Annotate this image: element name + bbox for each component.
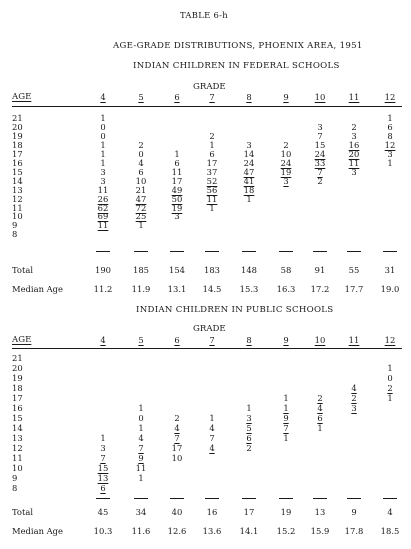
grade-column-header: 9 [283, 92, 289, 102]
median-age-value: 17.2 [310, 284, 330, 294]
median-age-value: 19.0 [380, 284, 400, 294]
age-label: 8 [12, 483, 18, 493]
total-value: 183 [204, 265, 220, 275]
table-cell: 7 [100, 453, 106, 463]
median-age-value: 13.1 [167, 284, 187, 294]
table-cell: 8 [387, 130, 393, 141]
table-cell: 11 [97, 184, 109, 195]
table-cell: 1 [283, 433, 289, 443]
age-label: 12 [12, 443, 23, 453]
table-cell: 0 [138, 148, 144, 159]
table-cell: 7 [174, 433, 180, 443]
total-value: 16 [206, 507, 218, 517]
table-cell: 11 [135, 463, 147, 473]
total-separator-dash [170, 251, 184, 252]
total-value: 17 [243, 507, 255, 517]
grade-header: GRADE [193, 82, 226, 92]
age-label: 16 [12, 403, 23, 413]
total-value: 4 [387, 507, 393, 517]
table-cell: 10 [280, 148, 292, 159]
median-age-label: Median Age [12, 526, 63, 536]
header-rule [12, 106, 402, 107]
total-value: 31 [384, 265, 396, 275]
section-title: INDIAN CHILDREN IN FEDERAL SCHOOLS [133, 61, 340, 71]
total-label: Total [12, 265, 34, 275]
median-age-value: 14.1 [239, 526, 259, 536]
age-label: 9 [12, 473, 18, 483]
table-cell: 18 [243, 184, 255, 195]
age-label: 15 [12, 413, 23, 423]
age-header: AGE [12, 335, 32, 345]
total-separator-dash [96, 251, 110, 252]
table-cell: 7 [317, 166, 323, 177]
total-label: Total [12, 507, 34, 517]
table-cell: 14 [243, 148, 255, 159]
age-header: AGE [12, 92, 32, 102]
table-cell: 7 [209, 433, 215, 443]
table-cell: 49 [171, 184, 183, 195]
table-cell: 62 [97, 202, 109, 213]
median-age-value: 11.9 [131, 284, 151, 294]
table-cell: 3 [246, 139, 252, 150]
table-cell: 15 [97, 463, 109, 473]
table-cell: 0 [138, 413, 144, 423]
total-separator-dash [134, 251, 148, 252]
median-age-value: 15.2 [276, 526, 296, 536]
table-cell: 1 [100, 113, 106, 123]
table-cell: 10 [135, 175, 147, 186]
table-cell: 4 [351, 383, 357, 393]
table-cell: 1 [317, 423, 323, 433]
total-separator-dash [205, 251, 219, 252]
table-cell: 1 [209, 139, 215, 150]
grade-column-header: 11 [348, 92, 360, 102]
table-cell: 11 [348, 157, 360, 168]
table-cell: 6 [138, 166, 144, 177]
table-cell: 7 [283, 423, 289, 433]
table-cell: 6 [317, 413, 323, 423]
median-age-value: 15.9 [310, 526, 330, 536]
age-label: 11 [12, 202, 23, 213]
age-label: 18 [12, 383, 23, 393]
table-cell: 11 [206, 193, 218, 204]
table-cell: 3 [100, 443, 106, 453]
table-cell: 11 [171, 166, 183, 177]
table-cell: 50 [171, 193, 183, 204]
table-cell: 3 [174, 211, 180, 222]
table-cell: 47 [243, 166, 255, 177]
table-cell: 1 [387, 113, 393, 123]
age-label: 20 [12, 363, 23, 373]
table-cell: 13 [97, 473, 109, 483]
table-cell: 6 [246, 433, 252, 443]
median-age-value: 17.8 [344, 526, 364, 536]
table-cell: 2 [138, 139, 144, 150]
table-cell: 1 [138, 423, 144, 433]
median-age-value: 12.6 [167, 526, 187, 536]
age-label: 21 [12, 353, 23, 363]
table-cell: 1 [100, 139, 106, 150]
table-cell: 2 [283, 139, 289, 150]
total-value: 55 [348, 265, 360, 275]
table-cell: 17 [171, 443, 183, 453]
table-cell: 25 [135, 211, 147, 222]
table-cell: 2 [317, 175, 323, 186]
table-cell: 4 [174, 423, 180, 433]
table-cell: 2 [351, 393, 357, 403]
grade-column-header: 5 [138, 92, 144, 102]
table-cell: 1 [100, 148, 106, 159]
table-cell: 1 [387, 157, 393, 168]
table-cell: 1 [174, 148, 180, 159]
table-cell: 10 [171, 453, 183, 463]
table-cell: 1 [138, 220, 144, 231]
table-cell: 0 [387, 373, 393, 383]
median-age-value: 17.7 [344, 284, 364, 294]
table-cell: 41 [243, 175, 255, 186]
age-label: 11 [12, 453, 23, 463]
total-separator-dash [279, 498, 293, 499]
age-label: 20 [12, 121, 23, 132]
total-value: 190 [95, 265, 111, 275]
table-cell: 24 [280, 157, 292, 168]
age-label: 19 [12, 130, 23, 141]
table-cell: 1 [246, 403, 252, 413]
section-title: INDIAN CHILDREN IN PUBLIC SCHOOLS [136, 305, 334, 315]
table-cell: 2 [209, 130, 215, 141]
total-value: 91 [314, 265, 326, 275]
grade-column-header: 4 [100, 92, 106, 102]
table-cell: 3 [317, 121, 323, 132]
total-separator-dash [242, 498, 256, 499]
age-label: 17 [12, 148, 23, 159]
table-label: TABLE 6-h [180, 10, 228, 20]
table-cell: 1 [100, 157, 106, 168]
age-label: 13 [12, 433, 23, 443]
age-label: 14 [12, 175, 23, 186]
total-separator-dash [383, 498, 397, 499]
table-cell: 1 [387, 363, 393, 373]
median-age-value: 15.3 [239, 284, 259, 294]
table-cell: 20 [348, 148, 360, 159]
table-cell: 33 [314, 157, 326, 168]
table-cell: 3 [351, 403, 357, 413]
total-separator-dash [279, 251, 293, 252]
table-cell: 4 [209, 443, 215, 453]
age-label: 15 [12, 166, 23, 177]
table-cell: 17 [171, 175, 183, 186]
age-label: 10 [12, 463, 23, 473]
total-separator-dash [313, 251, 327, 252]
age-label: 16 [12, 157, 23, 168]
grade-column-header: 12 [384, 92, 396, 102]
age-label: 21 [12, 113, 23, 123]
total-separator-dash [313, 498, 327, 499]
grade-column-header: 6 [174, 335, 180, 345]
table-cell: 2 [351, 121, 357, 132]
table-cell: 4 [209, 423, 215, 433]
age-label: 10 [12, 211, 23, 222]
table-cell: 6 [209, 148, 215, 159]
table-cell: 69 [97, 211, 109, 222]
grade-column-header: 11 [348, 335, 360, 345]
total-value: 148 [241, 265, 257, 275]
median-age-value: 14.5 [202, 284, 222, 294]
table-cell: 16 [348, 139, 360, 150]
grade-header: GRADE [193, 324, 226, 334]
table-cell: 1 [138, 403, 144, 413]
table-cell: 2 [174, 413, 180, 423]
table-cell: 24 [243, 157, 255, 168]
table-cell: 3 [100, 175, 106, 186]
table-cell: 24 [314, 148, 326, 159]
table-cell: 0 [100, 130, 106, 141]
table-cell: 1 [246, 193, 252, 204]
grade-column-header: 10 [314, 92, 326, 102]
grade-column-header: 12 [384, 335, 396, 345]
age-label: 14 [12, 423, 23, 433]
median-age-value: 11.2 [93, 284, 113, 294]
table-cell: 17 [206, 157, 218, 168]
table-cell: 47 [135, 193, 147, 204]
total-value: 154 [169, 265, 185, 275]
total-separator-dash [170, 498, 184, 499]
table-cell: 1 [283, 403, 289, 413]
table-cell: 7 [317, 130, 323, 141]
age-label: 17 [12, 393, 23, 403]
table-cell: 37 [206, 166, 218, 177]
table-cell: 1 [138, 473, 144, 483]
total-separator-dash [205, 498, 219, 499]
total-value: 19 [280, 507, 292, 517]
table-cell: 52 [206, 175, 218, 186]
total-value: 45 [97, 507, 109, 517]
age-label: 12 [12, 193, 23, 204]
age-label: 8 [12, 229, 18, 240]
table-cell: 3 [100, 166, 106, 177]
table-cell: 11 [97, 220, 109, 231]
grade-column-header: 10 [314, 335, 326, 345]
table-cell: 3 [351, 166, 357, 177]
total-value: 34 [135, 507, 147, 517]
table-cell: 4 [138, 433, 144, 443]
table-cell: 3 [283, 175, 289, 186]
median-age-label: Median Age [12, 284, 63, 294]
table-cell: 6 [387, 121, 393, 132]
main-title: AGE-GRADE DISTRIBUTIONS, PHOENIX AREA, 1951 [113, 41, 363, 51]
table-cell: 56 [206, 184, 218, 195]
total-separator-dash [347, 498, 361, 499]
table-cell: 1 [209, 413, 215, 423]
age-label: 18 [12, 139, 23, 150]
table-cell: 15 [314, 139, 326, 150]
total-separator-dash [347, 251, 361, 252]
grade-column-header: 9 [283, 335, 289, 345]
table-cell: 72 [135, 202, 147, 213]
table-cell: 12 [384, 139, 396, 150]
total-separator-dash [242, 251, 256, 252]
grade-column-header: 7 [209, 92, 215, 102]
median-age-value: 16.3 [276, 284, 296, 294]
table-cell: 6 [100, 483, 106, 493]
age-label: 13 [12, 184, 23, 195]
table-cell: 26 [97, 193, 109, 204]
table-cell: 0 [100, 121, 106, 132]
table-cell: 3 [387, 148, 393, 159]
table-cell: 3 [351, 130, 357, 141]
table-cell: 2 [317, 393, 323, 403]
grade-column-header: 5 [138, 335, 144, 345]
median-age-value: 10.3 [93, 526, 113, 536]
table-cell: 7 [138, 443, 144, 453]
age-label: 19 [12, 373, 23, 383]
median-age-value: 11.6 [131, 526, 151, 536]
table-cell: 2 [246, 443, 252, 453]
table-cell: 6 [174, 157, 180, 168]
total-value: 58 [280, 265, 292, 275]
table-cell: 3 [246, 413, 252, 423]
table-cell: 1 [387, 393, 393, 403]
table-cell: 1 [283, 393, 289, 403]
total-separator-dash [383, 251, 397, 252]
total-separator-dash [134, 498, 148, 499]
table-cell: 19 [280, 166, 292, 177]
total-value: 13 [314, 507, 326, 517]
table-cell: 4 [317, 403, 323, 413]
grade-column-header: 8 [246, 92, 252, 102]
median-age-value: 18.5 [380, 526, 400, 536]
age-label: 9 [12, 220, 18, 231]
table-cell: 9 [138, 453, 144, 463]
table-cell: 9 [283, 413, 289, 423]
grade-column-header: 6 [174, 92, 180, 102]
header-rule [12, 348, 402, 349]
total-separator-dash [96, 498, 110, 499]
table-cell: 5 [246, 423, 252, 433]
total-value: 185 [133, 265, 149, 275]
table-cell: 21 [135, 184, 147, 195]
grade-column-header: 8 [246, 335, 252, 345]
median-age-value: 13.6 [202, 526, 222, 536]
table-cell: 1 [209, 202, 215, 213]
grade-column-header: 7 [209, 335, 215, 345]
table-cell: 4 [138, 157, 144, 168]
table-cell: 1 [100, 433, 106, 443]
total-value: 40 [171, 507, 183, 517]
table-cell: 2 [387, 383, 393, 393]
grade-column-header: 4 [100, 335, 106, 345]
table-cell: 19 [171, 202, 183, 213]
total-value: 9 [351, 507, 357, 517]
